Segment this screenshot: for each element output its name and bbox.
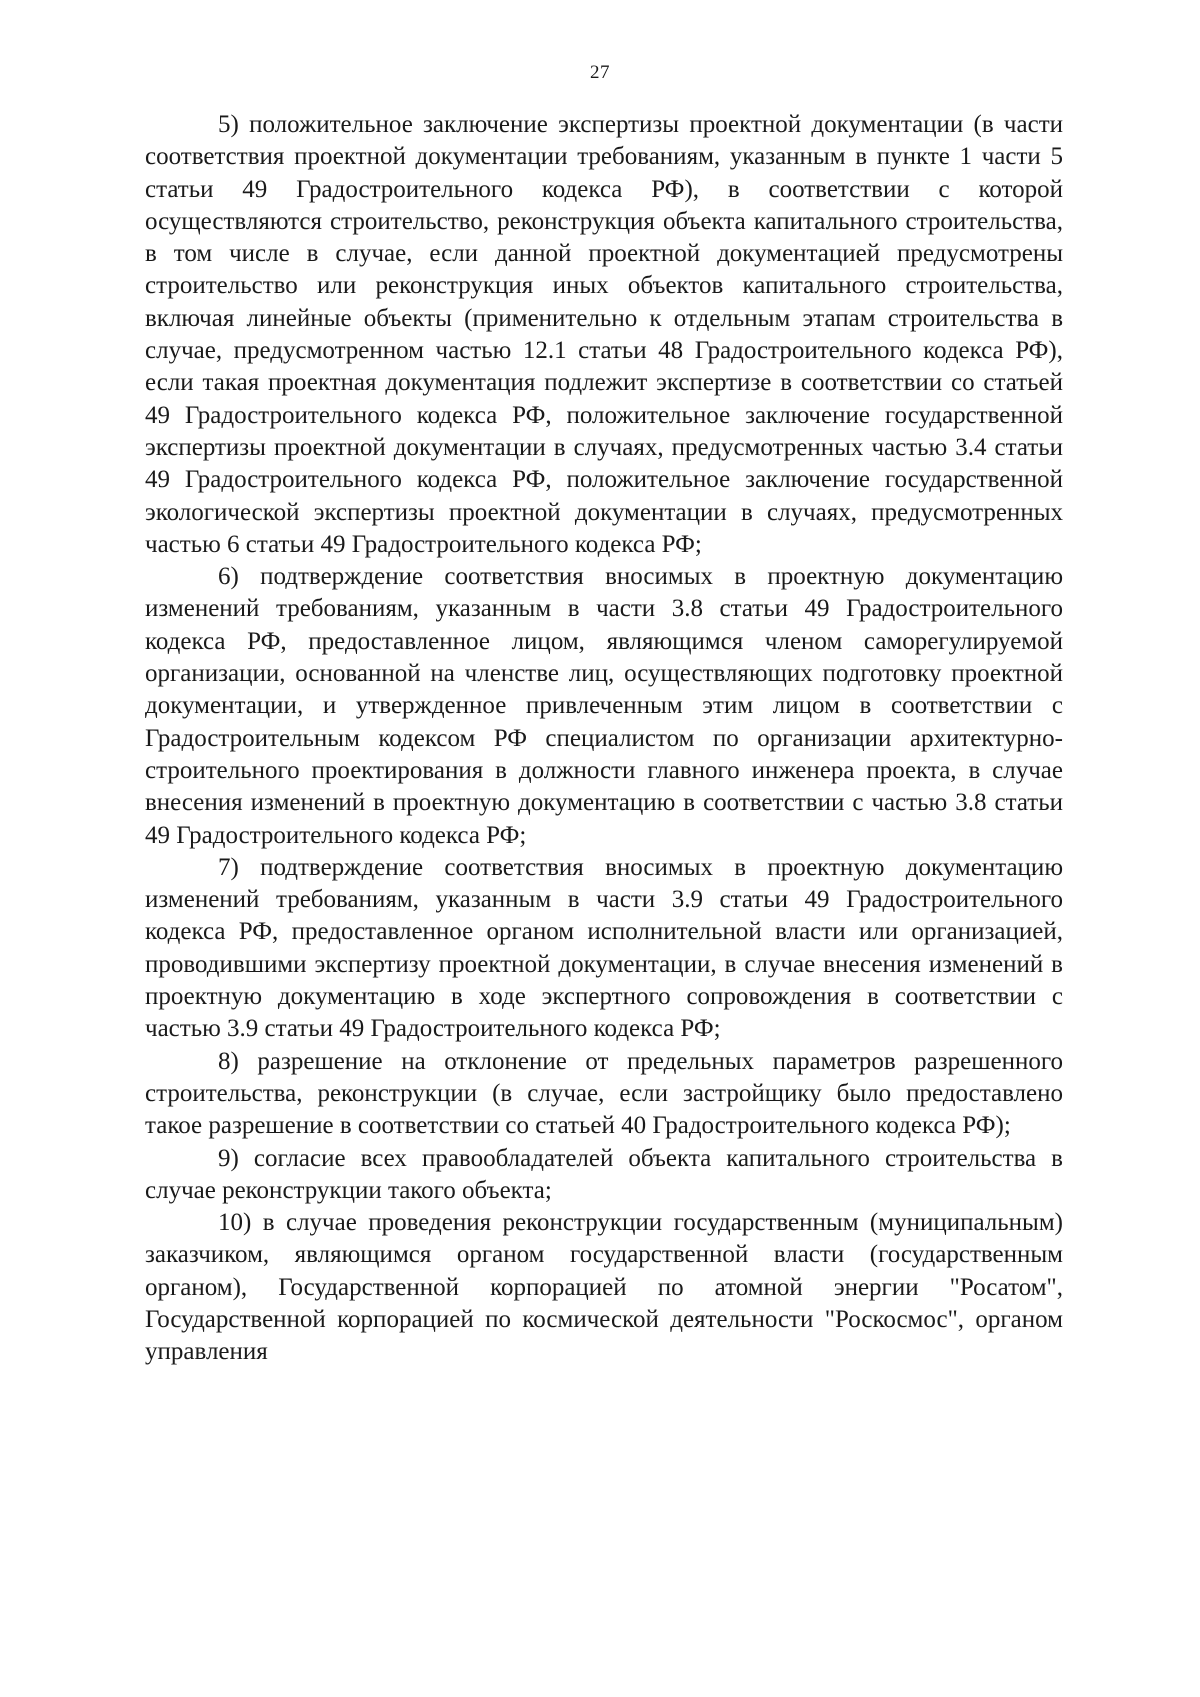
page-number: 27 <box>590 62 610 83</box>
paragraph-item-9: 9) согласие всех правообладателей объекта капитального строительства в случае реконструкции такого объекта; <box>145 1144 1063 1204</box>
paragraph-item-7: 7) подтверждение соответствия вносимых в проектную документацию изменений требованиям, указанным в части 3.9 статьи 49 Градостроительного кодекса РФ, предоставленное органом исполнительной власти или организацией, проводившими экспертизу проектной документации, в случае внесения изменений в проектную документацию в ходе экспертного сопровождения в соответствии с частью 3.9 статьи 49 Градостроительного кодекса РФ; <box>145 853 1063 1043</box>
paragraph-item-5: 5) положительное заключение экспертизы проектной документации (в части соответствия проектной документации требованиям, указанным в пункте 1 части 5 статьи 49 Градостроительного кодекса РФ), в соответствии с которой осуществляются строительство, реконструкция объекта капитального строительства, в том числе в случае, если данной проектной документацией предусмотрены строительство или реконструкция иных объектов капитального строительства, включая линейные объекты (применительно к отдельным этапам строительства в случае, предусмотренном частью 12.1 статьи 48 Градостроительного кодекса РФ), если такая проектная документация подлежит экспертизе в соответствии со статьей 49 Градостроительного кодекса РФ, положительное заключение государственной экспертизы проектной документации в случаях, предусмотренных частью 3.4 статьи 49 Градостроительного кодекса РФ, положительное заключение государственной экологической экспертизы проектной документации в случаях, предусмотренных частью 6 статьи 49 Градостроительного кодекса РФ; <box>145 111 1063 558</box>
paragraph-item-6: 6) подтверждение соответствия вносимых в проектную документацию изменений требованиям, указанным в части 3.8 статьи 49 Градостроительного кодекса РФ, предоставленное лицом, являющимся членом саморегулируемой организации, основанной на членстве лиц, осуществляющих подготовку проектной документации, и утвержденное привлеченным этим лицом в соответствии с Градостроительным кодексом РФ специалистом по организации архитектурно-строительного проектирования в должности главного инженера проекта, в случае внесения изменений в проектную документацию в соответствии с частью 3.8 статьи 49 Градостроительного кодекса РФ; <box>145 563 1063 849</box>
document-body <box>145 109 1063 1369</box>
paragraph-item-8: 8) разрешение на отклонение от предельных параметров разрешенного строительства, реконструкции (в случае, если застройщику было предоставлено такое разрешение в соответствии со статьей 40 Градостроительного кодекса РФ); <box>145 1047 1063 1140</box>
paragraph-item-10: 10) в случае проведения реконструкции государственным (муниципальным) заказчиком, являющимся органом государственной власти (государственным органом), Государственной корпорацией по атомной энергии "Росатом", Государственной корпорацией по космической деятельности "Роскосмос", органом управления <box>145 1209 1063 1366</box>
